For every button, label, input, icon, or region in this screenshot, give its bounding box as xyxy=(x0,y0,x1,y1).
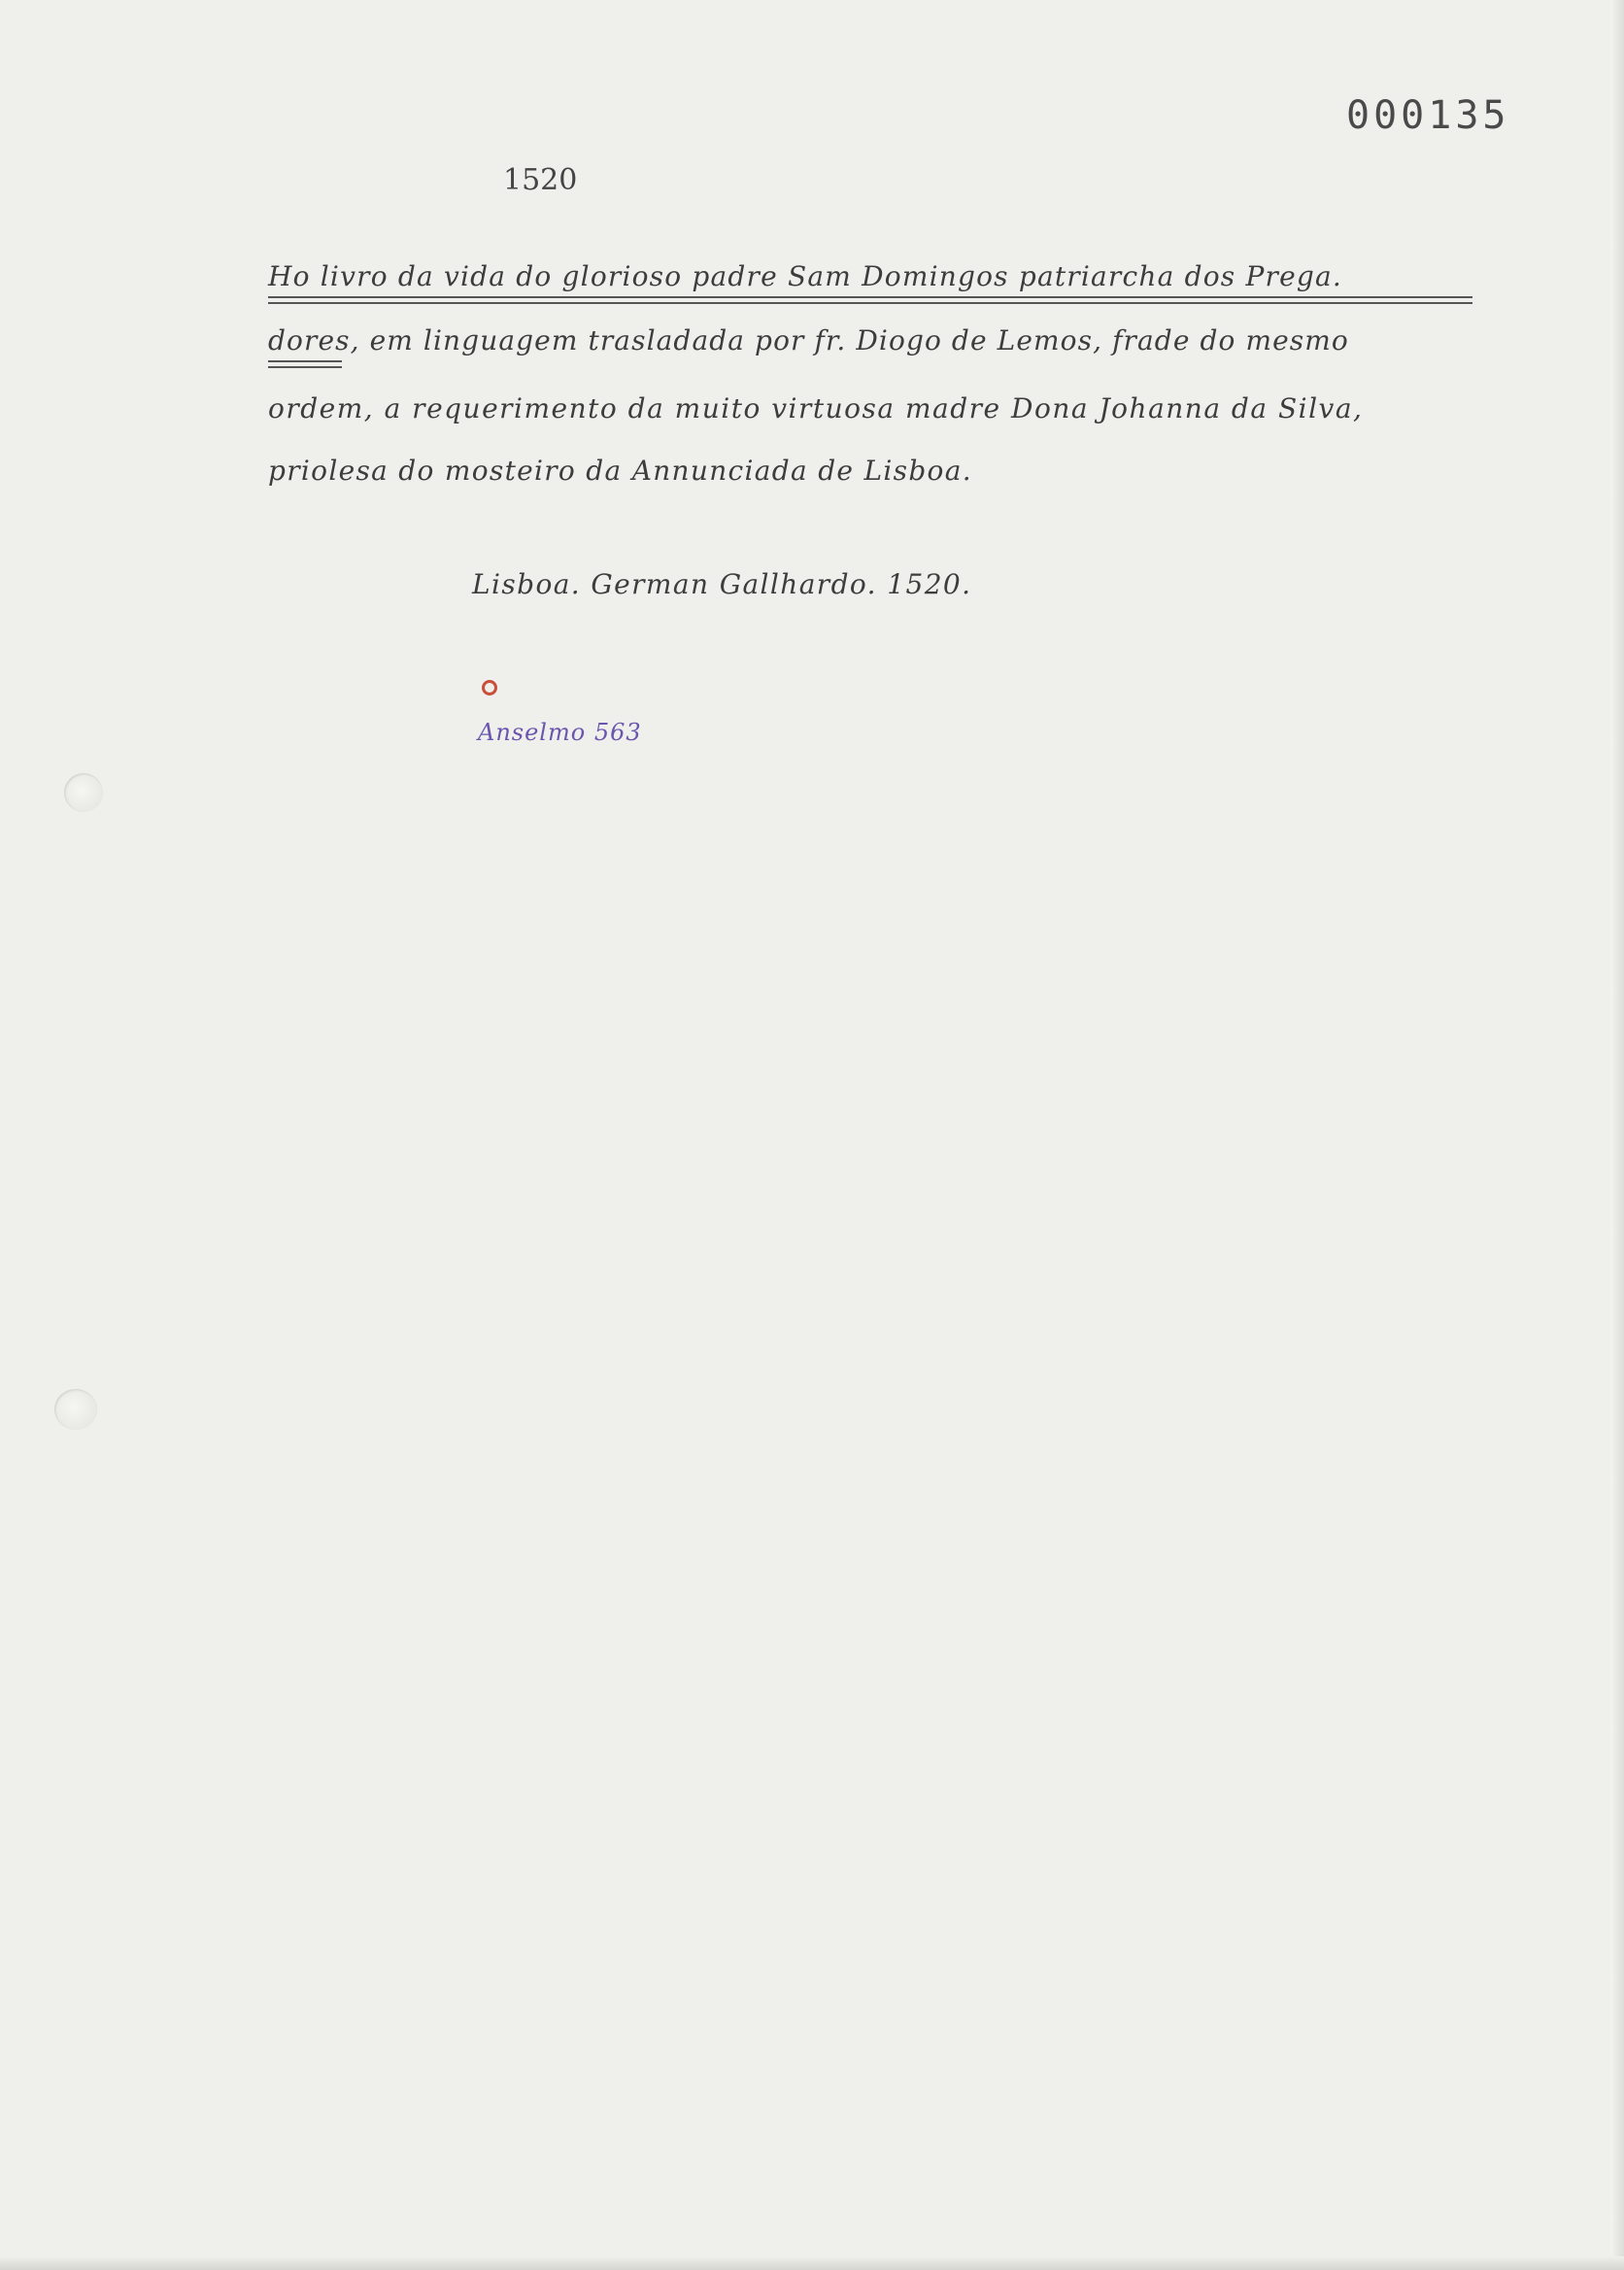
title-underline-1a xyxy=(268,296,1472,298)
punch-hole-upper xyxy=(64,773,103,812)
title-line-4: priolesa do mosteiro da Annunciada de Lisboa. xyxy=(268,455,972,487)
title-line-2: dores, em linguagem trasladada por fr. Diogo de Lemos, frade do mesmo xyxy=(268,324,1349,356)
title-line-1: Ho livro da vida do glorioso padre Sam Domingos patriarcha dos Prega. xyxy=(268,260,1342,292)
stamp-number: 000135 xyxy=(1346,93,1510,138)
title-line-3: ordem, a requerimento da muito virtuosa madre Dona Johanna da Silva, xyxy=(268,392,1364,424)
title-underline-1b xyxy=(268,302,1472,304)
title-underline-2b xyxy=(268,366,342,368)
red-circle-mark xyxy=(482,680,497,695)
bibliographic-reference: Anselmo 563 xyxy=(478,719,642,746)
paper-edge-right xyxy=(1610,0,1624,2270)
imprint-line: Lisboa. German Gallhardo. 1520. xyxy=(472,568,972,600)
title-underline-2a xyxy=(268,360,342,362)
punch-hole-lower xyxy=(54,1389,97,1430)
paper-edge-bottom xyxy=(0,2256,1624,2270)
entry-year: 1520 xyxy=(503,163,578,197)
